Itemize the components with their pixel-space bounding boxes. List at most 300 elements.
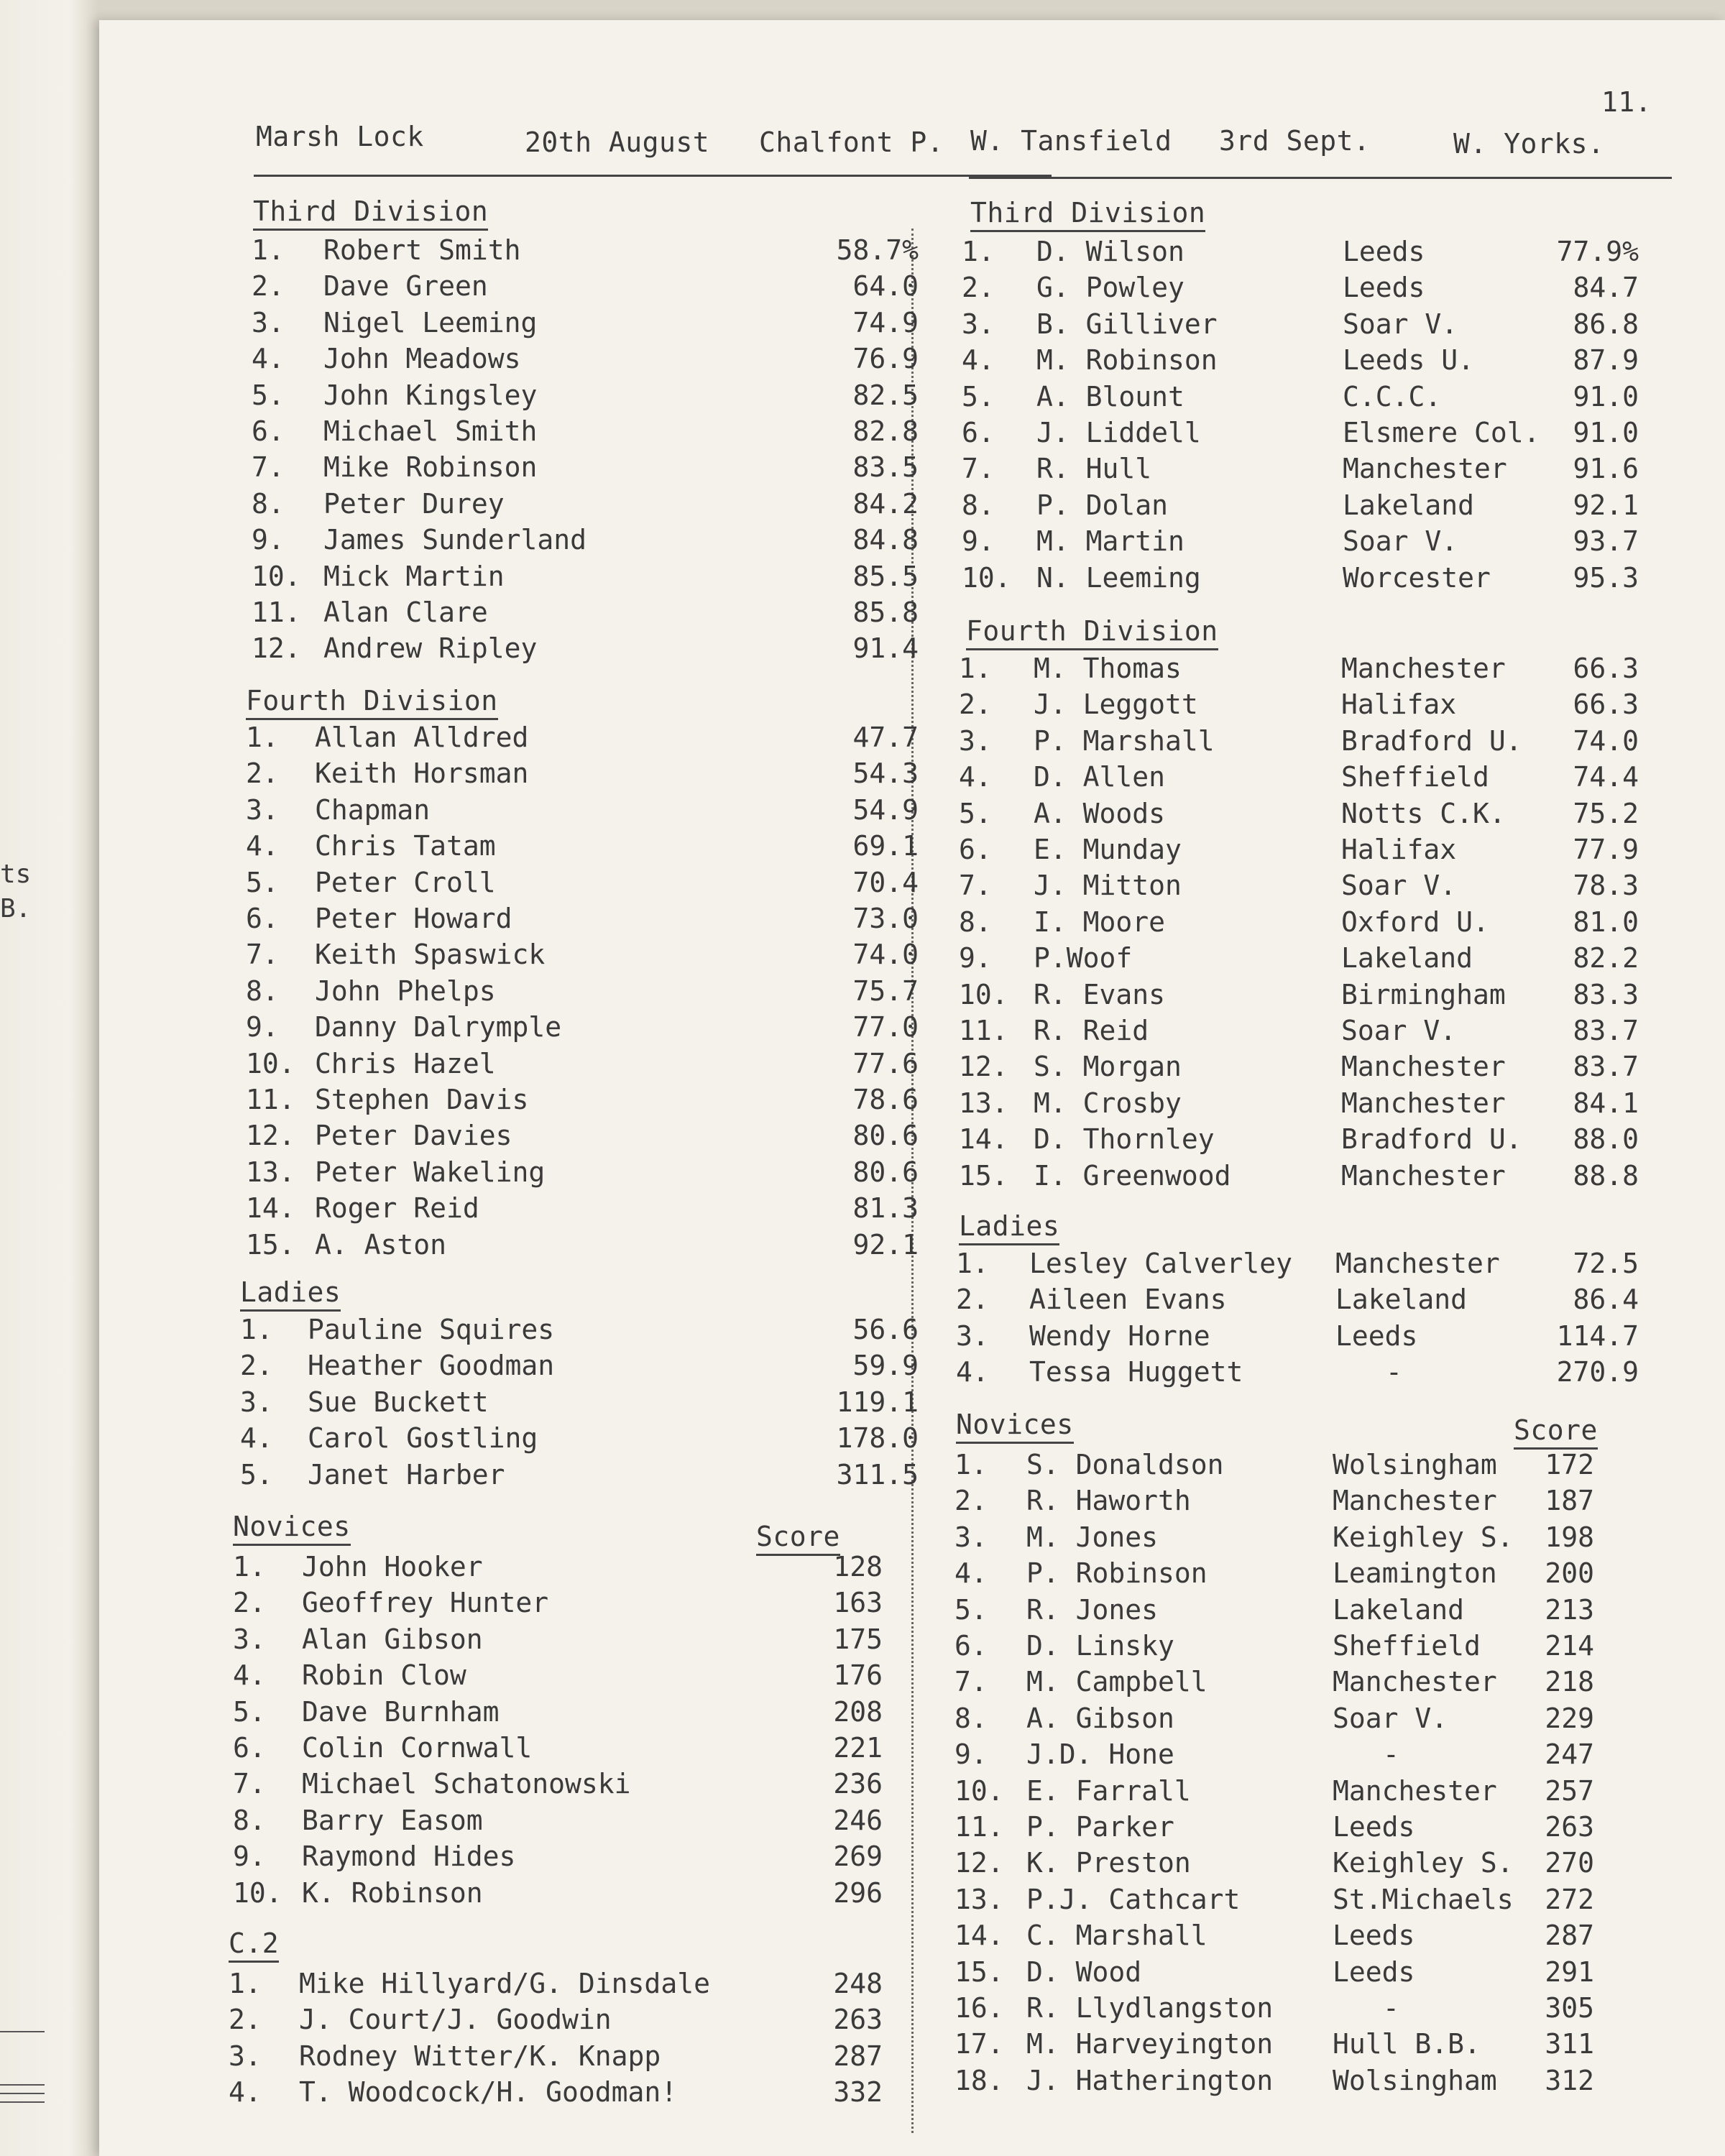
competitor-name: I. Greenwood <box>1034 1159 1231 1192</box>
result-row <box>99 562 1725 598</box>
result-position: 5. <box>252 379 285 411</box>
competitor-name: R. Jones <box>1026 1593 1159 1626</box>
result-position: 15. <box>246 1228 295 1261</box>
competitor-name: Heather Goodman <box>308 1350 555 1382</box>
competitor-name: J.D. Hone <box>1026 1738 1174 1771</box>
result-row <box>99 1666 1725 1702</box>
competitor-name: Dave Green <box>323 270 488 303</box>
result-position: 3. <box>962 308 995 340</box>
result-position: 3. <box>246 793 279 826</box>
result-position: 7. <box>246 939 279 971</box>
competitor-name: R. Haworth <box>1026 1485 1191 1517</box>
competitor-name: Stephen Davis <box>315 1084 529 1115</box>
section-title-fourth-division: Fourth Division <box>246 685 498 720</box>
competitor-name: P.J. Cathcart <box>1026 1883 1241 1915</box>
competitor-club: Birmingham <box>1341 978 1506 1010</box>
competitor-club: Hull B.B. <box>1333 2028 1481 2060</box>
result-position: 2. <box>240 1350 273 1382</box>
result-position: 18. <box>954 2064 1004 2096</box>
result-score: 70.4 <box>852 866 919 898</box>
result-score: 59.9 <box>852 1350 919 1382</box>
competitor-club: Wolsingham <box>1333 1449 1497 1480</box>
competitor-club: Manchester <box>1343 453 1507 485</box>
competitor-name: R. Evans <box>1034 978 1166 1010</box>
result-score: 83.5 <box>852 451 919 484</box>
result-position: 7. <box>959 870 992 902</box>
competitor-club: Leeds <box>1343 236 1425 267</box>
competitor-name: N. Leeming <box>1036 561 1201 594</box>
result-position: 2. <box>246 757 279 790</box>
result-row <box>99 1015 1725 1051</box>
competitor-club: Leeds <box>1333 1920 1415 1952</box>
result-position: 4. <box>233 1659 266 1692</box>
competitor-club: Oxford U. <box>1341 906 1489 938</box>
section-title-ladies: Ladies <box>959 1210 1059 1245</box>
result-row <box>99 1521 1725 1557</box>
result-score: 86.8 <box>1573 308 1639 340</box>
result-position: 15. <box>954 1955 1004 1988</box>
result-score: 77.9% <box>1556 236 1639 267</box>
result-row <box>99 525 1725 561</box>
result-score: 54.3 <box>852 757 919 790</box>
header-club-marsh-lock: Chalfont P. <box>759 126 944 158</box>
result-score: 332 <box>833 2076 883 2109</box>
competitor-club: Keighley S. <box>1333 1521 1514 1553</box>
result-position: 12. <box>252 632 301 665</box>
competitor-club: Manchester <box>1341 1051 1506 1083</box>
competitor-name: J. Court/J. Goodwin <box>299 2004 612 2036</box>
result-position: 14. <box>954 1920 1004 1952</box>
result-score: 81.0 <box>1573 906 1639 938</box>
result-position: 13. <box>246 1156 295 1188</box>
competitor-name: A. Gibson <box>1026 1702 1174 1734</box>
result-row <box>99 1087 1725 1123</box>
result-row <box>99 1449 1725 1485</box>
result-score: 78.6 <box>852 1084 919 1115</box>
result-position: 4. <box>962 344 995 377</box>
result-row <box>99 834 1725 870</box>
result-position: 7. <box>954 1666 988 1698</box>
result-position: 11. <box>246 1084 295 1115</box>
result-position: 5. <box>240 1458 273 1491</box>
result-score: 91.0 <box>1573 380 1639 413</box>
result-score: 270.9 <box>1556 1356 1639 1388</box>
result-score: 74.9 <box>852 306 919 338</box>
result-position: 4. <box>229 2076 262 2109</box>
result-score: 64.0 <box>852 270 919 303</box>
competitor-club: Sheffield <box>1333 1630 1481 1662</box>
competitor-name: J. Liddell <box>1036 417 1201 448</box>
competitor-club: Lakeland <box>1341 942 1473 975</box>
result-row <box>99 453 1725 489</box>
result-score: 263 <box>1545 1811 1594 1843</box>
competitor-name: Robert Smith <box>323 234 521 266</box>
result-position: 16. <box>954 1992 1004 2024</box>
result-position: 2. <box>229 2004 262 2036</box>
result-position: 8. <box>962 489 995 521</box>
result-score: 218 <box>1545 1666 1594 1698</box>
competitor-club: Manchester <box>1333 1666 1497 1698</box>
competitor-name: Geoffrey Hunter <box>302 1587 549 1619</box>
section-title-ladies: Ladies <box>240 1276 341 1312</box>
competitor-name: R. Hull <box>1036 453 1152 485</box>
result-row <box>99 1703 1725 1738</box>
competitor-name: C. Marshall <box>1026 1920 1208 1952</box>
result-position: 10. <box>959 978 1008 1010</box>
result-position: 5. <box>233 1695 266 1728</box>
section-title-novices: Novices <box>956 1409 1074 1444</box>
result-score: 311.5 <box>836 1458 919 1491</box>
competitor-club: Worcester <box>1343 561 1491 594</box>
competitor-name: Sue Buckett <box>308 1386 489 1418</box>
competitor-club: Keighley S. <box>1333 1847 1514 1879</box>
result-position: 1. <box>954 1449 988 1480</box>
result-row <box>99 979 1725 1015</box>
competitor-club: Leeds <box>1333 1955 1415 1988</box>
competitor-name: Allan Alldred <box>315 722 529 753</box>
previous-page-rule <box>0 2084 45 2086</box>
result-position: 7. <box>962 453 995 485</box>
result-score: 229 <box>1545 1702 1594 1734</box>
competitor-club: Leeds <box>1335 1319 1418 1352</box>
result-position: 7. <box>233 1768 266 1800</box>
result-row <box>99 1956 1725 1992</box>
result-position: 4. <box>959 761 992 793</box>
competitor-name: Tessa Huggett <box>1029 1356 1243 1388</box>
result-position: 9. <box>959 942 992 975</box>
result-position: 1. <box>252 234 285 266</box>
result-row <box>99 1630 1725 1666</box>
result-position: 3. <box>233 1623 266 1655</box>
result-score: 92.1 <box>1573 489 1639 521</box>
result-score: 200 <box>1545 1557 1594 1590</box>
result-score: 213 <box>1545 1593 1594 1626</box>
competitor-name: P.Woof <box>1034 942 1133 975</box>
result-position: 1. <box>956 1248 989 1279</box>
result-position: 2. <box>954 1485 988 1517</box>
competitor-name: Mike Robinson <box>323 451 538 484</box>
page-number: 11. <box>1601 86 1652 118</box>
result-position: 11. <box>954 1811 1004 1843</box>
result-row <box>99 1284 1725 1319</box>
result-score: 72.5 <box>1573 1248 1639 1279</box>
competitor-name: P. Dolan <box>1036 489 1169 521</box>
result-score: 187 <box>1545 1485 1594 1517</box>
result-score: 47.7 <box>852 722 919 753</box>
header-date-marsh-lock: 20th August <box>525 126 710 158</box>
header-rule-left <box>254 175 1052 177</box>
result-score: 69.1 <box>852 830 919 862</box>
competitor-club: Soar V. <box>1343 525 1458 558</box>
result-score: 291 <box>1545 1955 1594 1988</box>
result-position: 5. <box>962 380 995 413</box>
result-position: 1. <box>246 722 279 753</box>
result-position: 10. <box>246 1047 295 1079</box>
competitor-name: J. Mitton <box>1034 870 1182 902</box>
result-score: 247 <box>1545 1738 1594 1771</box>
competitor-name: T. Woodcock/H. Goodman! <box>299 2076 678 2109</box>
result-position: 12. <box>959 1051 1008 1083</box>
result-score: 75.2 <box>1573 797 1639 829</box>
result-position: 6. <box>959 834 992 865</box>
header-date-tansfield: 3rd Sept. <box>1219 125 1371 157</box>
previous-page-rule <box>0 2101 45 2103</box>
result-row <box>99 308 1725 344</box>
novices-score-label: Score <box>1514 1414 1598 1450</box>
result-score: 87.9 <box>1573 344 1639 377</box>
competitor-club: Elsmere Col. <box>1343 417 1540 448</box>
competitor-name: S. Donaldson <box>1026 1449 1224 1480</box>
competitor-name: R. Reid <box>1034 1015 1149 1046</box>
competitor-name: M. Robinson <box>1036 344 1218 377</box>
competitor-name: Peter Davies <box>315 1120 512 1152</box>
competitor-name: Mike Hillyard/G. Dinsdale <box>299 1968 710 1999</box>
result-score: 77.9 <box>1573 834 1639 865</box>
section-title-novices: Novices <box>233 1511 351 1546</box>
result-position: 6. <box>962 417 995 448</box>
result-position: 12. <box>954 1847 1004 1879</box>
competitor-club: Leeds U. <box>1343 344 1475 377</box>
competitor-club: St.Michaels <box>1333 1883 1514 1915</box>
result-score: 221 <box>833 1732 883 1764</box>
result-score: 74.4 <box>1573 761 1639 793</box>
result-position: 10. <box>252 560 301 592</box>
competitor-name: E. Munday <box>1034 834 1182 865</box>
result-position: 9. <box>233 1841 266 1873</box>
competitor-name: M. Thomas <box>1034 653 1182 684</box>
result-score: 76.9 <box>852 343 919 375</box>
result-row <box>99 1992 1725 2028</box>
result-score: 77.6 <box>852 1047 919 1079</box>
result-score: 128 <box>833 1551 883 1583</box>
result-score: 81.3 <box>852 1192 919 1225</box>
result-position: 2. <box>959 688 992 721</box>
result-position: 6. <box>246 903 279 934</box>
result-score: 77.0 <box>852 1011 919 1044</box>
competitor-name: Peter Howard <box>315 903 512 934</box>
result-position: 14. <box>959 1123 1008 1156</box>
result-score: 56.6 <box>852 1314 919 1345</box>
competitor-name: Nigel Leeming <box>323 306 538 338</box>
competitor-name: S. Morgan <box>1034 1051 1182 1083</box>
result-position: 3. <box>240 1386 273 1418</box>
result-position: 1. <box>229 1968 262 1999</box>
competitor-name: D. Wilson <box>1036 236 1184 267</box>
competitor-name: Peter Wakeling <box>315 1156 546 1188</box>
result-row <box>99 381 1725 417</box>
section-title-c2: C.2 <box>229 1927 279 1963</box>
result-score: 208 <box>833 1695 883 1728</box>
result-score: 84.7 <box>1573 272 1639 304</box>
competitor-name: M. Martin <box>1036 525 1184 558</box>
result-score: 214 <box>1545 1630 1594 1662</box>
competitor-name: A. Woods <box>1034 797 1166 829</box>
competitor-name: G. Powley <box>1036 272 1184 304</box>
competitor-name: Keith Horsman <box>315 757 529 790</box>
result-position: 2. <box>233 1587 266 1619</box>
result-score: 114.7 <box>1556 1319 1639 1352</box>
result-position: 2. <box>956 1284 989 1316</box>
result-score: 312 <box>1545 2064 1594 2096</box>
result-position: 9. <box>954 1738 988 1771</box>
result-position: 4. <box>246 830 279 862</box>
competitor-club: Manchester <box>1341 653 1506 684</box>
competitor-name: J. Hatherington <box>1026 2064 1274 2096</box>
result-position: 1. <box>240 1314 273 1345</box>
previous-page-fragment: ts <box>0 860 32 889</box>
results-page <box>99 20 1725 2156</box>
result-score: 88.8 <box>1573 1159 1639 1192</box>
result-score: 82.8 <box>852 415 919 447</box>
competitor-club: - <box>1383 1992 1399 2024</box>
competitor-name: I. Moore <box>1034 906 1166 938</box>
competitor-name: Aileen Evans <box>1029 1284 1227 1316</box>
result-row <box>99 1738 1725 1774</box>
result-score: 95.3 <box>1573 561 1639 594</box>
result-score: 88.0 <box>1573 1123 1639 1156</box>
competitor-club: Leeds <box>1343 272 1425 304</box>
result-position: 5. <box>954 1593 988 1626</box>
competitor-club: Soar V. <box>1343 308 1458 340</box>
result-position: 5. <box>246 866 279 898</box>
result-score: 75.7 <box>852 975 919 1007</box>
competitor-name: A. Aston <box>315 1228 447 1261</box>
result-row <box>99 761 1725 797</box>
result-score: 305 <box>1545 1992 1594 2024</box>
competitor-name: P. Marshall <box>1034 724 1215 757</box>
result-score: 287 <box>1545 1920 1594 1952</box>
result-row <box>99 1051 1725 1087</box>
competitor-name: M. Crosby <box>1034 1087 1182 1119</box>
competitor-name: Pauline Squires <box>308 1314 555 1345</box>
result-score: 246 <box>833 1804 883 1836</box>
competitor-club: Leeds <box>1333 1811 1415 1843</box>
result-row <box>99 1920 1725 1955</box>
result-position: 10. <box>962 561 1011 594</box>
competitor-name: D. Wood <box>1026 1955 1142 1988</box>
result-position: 10. <box>233 1876 282 1909</box>
competitor-name: John Hooker <box>302 1551 483 1583</box>
result-score: 80.6 <box>852 1120 919 1152</box>
result-score: 83.7 <box>1573 1015 1639 1046</box>
competitor-name: Michael Smith <box>323 415 538 447</box>
section-title-third-division: Third Division <box>253 195 488 231</box>
competitor-club: - <box>1383 1738 1399 1771</box>
result-score: 257 <box>1545 1774 1594 1807</box>
competitor-name: Wendy Horne <box>1029 1319 1210 1352</box>
competitor-name: Chapman <box>315 793 431 826</box>
previous-page-fragment: B. <box>0 894 32 923</box>
competitor-club: Lakeland <box>1343 489 1475 521</box>
competitor-name: Alan Clare <box>323 596 488 628</box>
previous-page-edge <box>0 0 99 2156</box>
competitor-club: Soar V. <box>1341 1015 1457 1046</box>
competitor-name: D. Allen <box>1034 761 1166 793</box>
section-title-fourth-division: Fourth Division <box>966 615 1218 650</box>
result-position: 6. <box>233 1732 266 1764</box>
result-row <box>99 1775 1725 1811</box>
result-score: 74.0 <box>1573 724 1639 757</box>
result-row <box>99 1594 1725 1630</box>
result-position: 3. <box>252 306 285 338</box>
competitor-club: Lakeland <box>1335 1284 1468 1316</box>
competitor-name: Roger Reid <box>315 1192 479 1225</box>
result-score: 91.4 <box>852 632 919 665</box>
result-row <box>99 1557 1725 1593</box>
header-club-tansfield: W. Yorks. <box>1453 128 1605 160</box>
result-score: 296 <box>833 1876 883 1909</box>
result-position: 12. <box>246 1120 295 1152</box>
competitor-club: Bradford U. <box>1341 724 1522 757</box>
result-position: 13. <box>954 1883 1004 1915</box>
competitor-name: Danny Dalrymple <box>315 1011 562 1044</box>
result-position: 4. <box>954 1557 988 1590</box>
result-position: 5. <box>959 797 992 829</box>
competitor-club: Wolsingham <box>1333 2064 1497 2096</box>
competitor-name: R. Llydlangston <box>1026 1992 1274 2024</box>
result-position: 9. <box>246 1011 279 1044</box>
result-row <box>99 489 1725 525</box>
result-score: 248 <box>833 1968 883 1999</box>
result-score: 91.6 <box>1573 453 1639 485</box>
result-position: 4. <box>240 1422 273 1455</box>
result-score: 84.2 <box>852 487 919 520</box>
result-score: 311 <box>1545 2028 1594 2060</box>
result-position: 2. <box>962 272 995 304</box>
competitor-name: Michael Schatonowski <box>302 1768 631 1800</box>
result-score: 80.6 <box>852 1156 919 1188</box>
result-row <box>99 596 1725 632</box>
result-score: 84.1 <box>1573 1087 1639 1119</box>
competitor-name: Rodney Witter/K. Knapp <box>299 2040 661 2072</box>
result-row <box>99 236 1725 272</box>
result-position: 11. <box>959 1015 1008 1046</box>
header-venue-tansfield: W. Tansfield <box>970 125 1172 157</box>
result-row <box>99 1160 1725 1196</box>
competitor-club: Manchester <box>1341 1159 1506 1192</box>
competitor-club: Sheffield <box>1341 761 1489 793</box>
result-position: 3. <box>229 2040 262 2072</box>
result-score: 287 <box>833 2040 883 2072</box>
competitor-name: Peter Croll <box>315 866 496 898</box>
result-row <box>99 344 1725 380</box>
competitor-name: Robin Clow <box>302 1659 466 1692</box>
result-score: 236 <box>833 1768 883 1800</box>
result-position: 8. <box>233 1804 266 1836</box>
result-row <box>99 1811 1725 1847</box>
result-score: 119.1 <box>836 1386 919 1418</box>
result-row <box>99 417 1725 453</box>
result-position: 3. <box>956 1319 989 1352</box>
result-score: 78.3 <box>1573 870 1639 902</box>
competitor-club: C.C.C. <box>1343 380 1442 413</box>
result-score: 54.9 <box>852 793 919 826</box>
competitor-club: Bradford U. <box>1341 1123 1522 1156</box>
result-row <box>99 1192 1725 1228</box>
competitor-club: Halifax <box>1341 834 1457 865</box>
competitor-club: Soar V. <box>1333 1702 1448 1734</box>
result-score: 82.2 <box>1573 942 1639 975</box>
result-position: 11. <box>252 596 301 628</box>
competitor-name: Chris Tatam <box>315 830 496 862</box>
result-score: 66.3 <box>1573 653 1639 684</box>
result-position: 1. <box>962 236 995 267</box>
result-position: 17. <box>954 2028 1004 2060</box>
result-position: 15. <box>959 1159 1008 1192</box>
result-position: 9. <box>252 524 285 556</box>
result-row <box>99 688 1725 724</box>
result-score: 269 <box>833 1841 883 1873</box>
